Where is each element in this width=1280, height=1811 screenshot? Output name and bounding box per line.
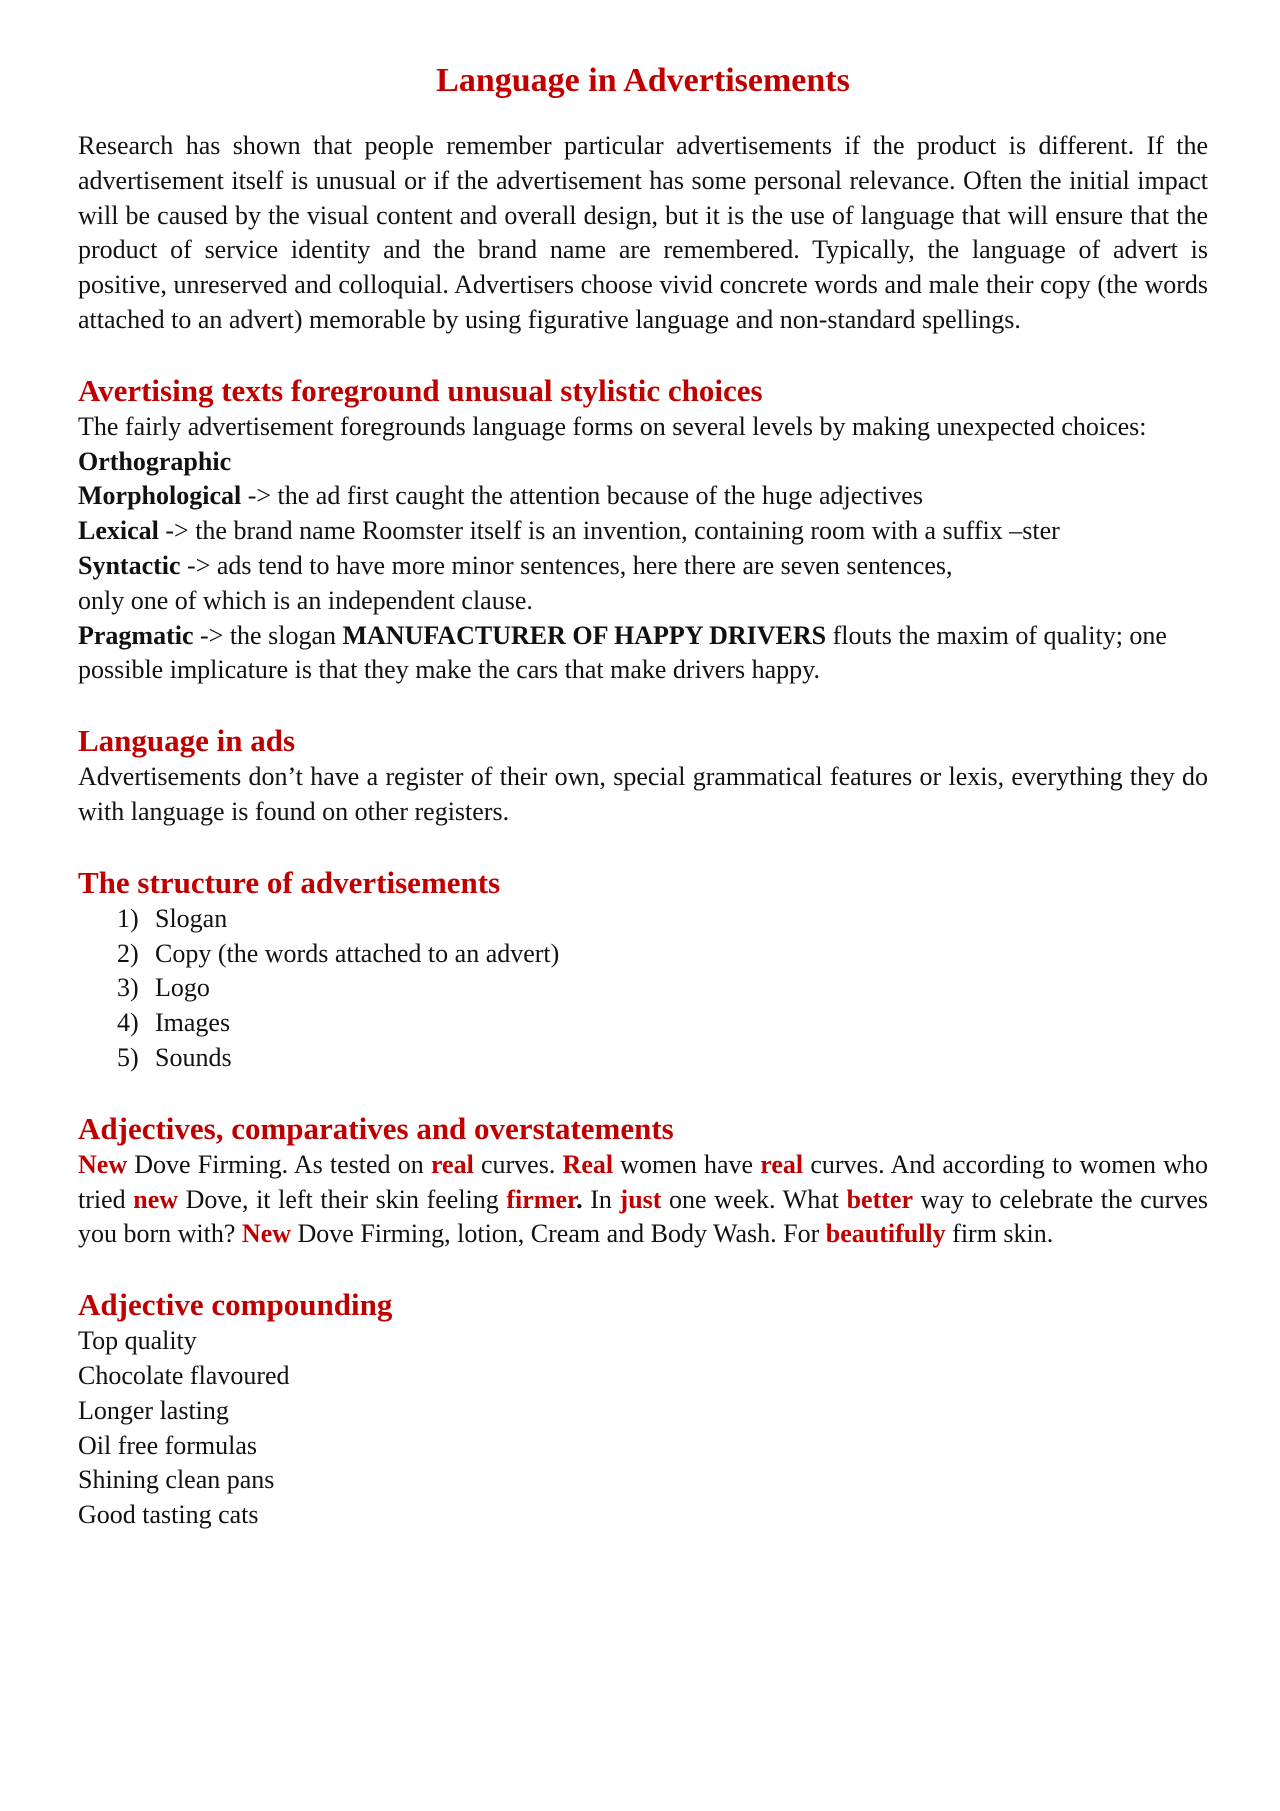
highlight-word: better <box>846 1184 913 1214</box>
pragmatic-slogan: MANUFACTURER OF HAPPY DRIVERS <box>342 620 827 650</box>
highlight-word: firmer <box>506 1184 577 1214</box>
lexical-line <box>78 514 1178 549</box>
list-item: 4) Images <box>117 1008 231 1038</box>
morphological-label: Morphological <box>78 481 242 511</box>
highlight-word: new <box>133 1184 179 1214</box>
intro-paragraph: Research has shown that people remember particular advertisements if the product is different. If the advertisement itself is unusual or if the advertisement has some personal relevance. Often the initial impact will be caused by the visual content and overall design, but it is the use of language that will ensure that the product of service identity and the brand name are remembered. Typically, the language of advert is positive, unreserved and colloquial. Advertisers choose vivid concrete words and male their copy (the words attached to an advert) memorable by using figurative language and non-standard spellings. <box>78 131 1208 334</box>
orthographic-label: Orthographic <box>78 446 232 476</box>
pragmatic-label: Pragmatic <box>78 620 194 650</box>
structure-list <box>78 902 1208 1076</box>
highlight-word: just <box>619 1184 662 1214</box>
morphological-line <box>78 479 1208 514</box>
pragmatic-text-end: flouts the maxim of quality; one possible implicature is that they make the cars that make drivers happy. <box>78 620 1167 685</box>
section-heading-language-in-ads: Language in ads <box>78 723 296 759</box>
highlight-word: beautifully <box>825 1219 946 1249</box>
highlight-word: New <box>241 1219 292 1249</box>
morphological-text: -> the ad first caught the attention because of the huge adjectives <box>241 481 923 511</box>
list-item: 5) Sounds <box>117 1042 232 1072</box>
syntactic-label: Syntactic <box>78 550 181 580</box>
dove-ad-paragraph: New Dove Firming. As tested on real curves. Real women have real curves. And according to women who tried new Dove, it left their skin feeling firmer. In just one week. What better way to celebrate the curves you born with? New Dove Firming, lotion, Cream and Body Wash. For beautifully firm skin. <box>78 1149 1209 1249</box>
list-item: Top quality <box>78 1326 197 1356</box>
list-item: Shining clean pans <box>78 1465 275 1495</box>
highlight-word: Real <box>562 1149 614 1179</box>
syntactic-line-continued: only one of which is an independent clause. <box>78 585 533 615</box>
section-heading-compounding: Adjective compounding <box>78 1287 393 1323</box>
section-heading-structure: The structure of advertisements <box>78 864 501 900</box>
lexical-text: -> the brand name Roomster itself is an invention, containing room with a suffix –ster <box>158 516 1060 546</box>
list-item: 3) Logo <box>117 973 210 1003</box>
highlight-word: real <box>760 1149 804 1179</box>
page-title: Language in Advertisements <box>436 62 850 99</box>
list-item: 1) Slogan <box>117 903 228 933</box>
document-page <box>78 60 1208 1533</box>
syntactic-line <box>78 549 1208 584</box>
lexical-label: Lexical <box>78 516 159 546</box>
highlight-word: real <box>430 1149 474 1179</box>
list-item: Longer lasting <box>78 1395 229 1425</box>
list-item: Oil free formulas <box>78 1430 258 1460</box>
section-heading-adjectives: Adjectives, comparatives and overstatements <box>78 1110 674 1146</box>
pragmatic-line <box>78 619 1208 689</box>
stylistic-choices-paragraph: The fairly advertisement foregrounds language forms on several levels by making unexpected choices: <box>78 411 1147 441</box>
section-heading-stylistic-choices: Avertising texts foreground unusual stylistic choices <box>78 372 763 408</box>
syntactic-text: -> ads tend to have more minor sentences, here there are seven sentences, <box>180 550 953 580</box>
pragmatic-text: -> the slogan <box>193 620 343 650</box>
highlight-word: New <box>78 1149 128 1179</box>
list-item: Chocolate flavoured <box>78 1360 290 1390</box>
list-item: Good tasting cats <box>78 1500 259 1530</box>
language-in-ads-paragraph: Advertisements don’t have a register of their own, special grammatical features or lexis, everything they do with language is found on other registers. <box>78 762 1208 826</box>
list-item: 2) Copy (the words attached to an advert) <box>117 938 560 968</box>
